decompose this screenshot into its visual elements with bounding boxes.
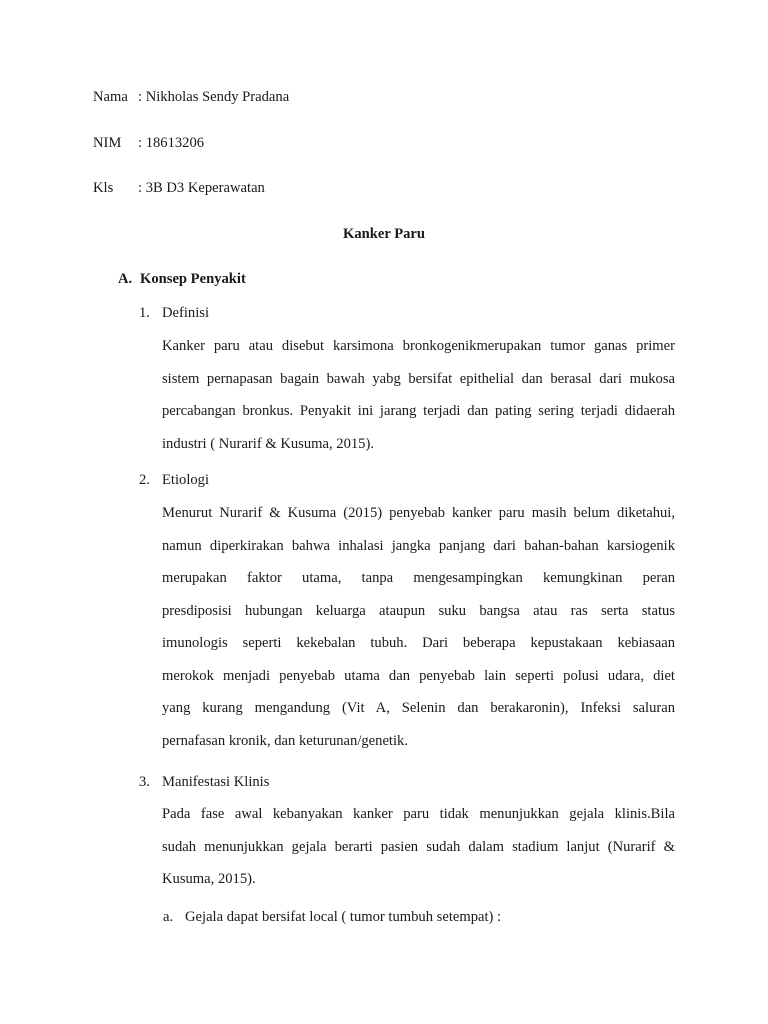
name-row bbox=[93, 87, 289, 107]
paragraph-line: Menurut Nurarif & Kusuma (2015) penyebab kanker paru masih belum diketahui, bbox=[162, 505, 675, 521]
paragraph-line: sistem pernapasan bagain bawah yabg bersifat epithelial dan berasal dari mukosa bbox=[162, 370, 675, 387]
nim-row bbox=[93, 133, 204, 153]
document-title-text: Kanker Paru bbox=[342, 226, 426, 242]
item-heading-manifestasi bbox=[139, 772, 269, 792]
subitem-heading bbox=[163, 907, 501, 927]
name-label: Nama bbox=[93, 89, 128, 105]
item-heading-definisi bbox=[139, 303, 209, 323]
item-title: Etiologi bbox=[162, 472, 210, 488]
item-number: 1. bbox=[139, 305, 150, 321]
paragraph-line: percabangan bronkus. Penyakit ini jarang terjadi dan pating sering terjadi didaerah bbox=[162, 403, 675, 419]
paragraph-line: Kanker paru atau disebut karsimona bronkogenikmerupakan tumor ganas primer bbox=[162, 338, 675, 354]
paragraph-line: sudah menunjukkan gejala berarti pasien sudah dalam stadium lanjut (Nurarif & bbox=[162, 838, 675, 855]
kls-label: Kls bbox=[93, 180, 114, 196]
section-letter: A. bbox=[118, 271, 133, 287]
nim-value: : 18613206 bbox=[138, 135, 205, 151]
paragraph-line: Kusuma, 2015). bbox=[162, 871, 256, 887]
subitem-letter: a. bbox=[163, 909, 174, 925]
paragraph-line: namun diperkirakan bahwa inhalasi jangka panjang dari bahan-bahan karsiogenik bbox=[162, 537, 675, 554]
document-title bbox=[0, 224, 768, 244]
item-number: 2. bbox=[139, 472, 150, 488]
item-number: 3. bbox=[139, 774, 150, 790]
name-value: : Nikholas Sendy Pradana bbox=[138, 89, 290, 105]
paragraph-line: Pada fase awal kebanyakan kanker paru tidak menunjukkan gejala klinis.Bila bbox=[162, 806, 675, 822]
paragraph-manifestasi bbox=[162, 798, 675, 896]
subitem-text: Gejala dapat bersifat local ( tumor tumbuh setempat) : bbox=[185, 909, 502, 925]
item-title: Definisi bbox=[162, 305, 210, 321]
paragraph-line: merokok menjadi penyebab utama dan penyebab lain seperti polusi udara, diet bbox=[162, 667, 675, 684]
section-title: Konsep Penyakit bbox=[140, 271, 246, 287]
paragraph-etiologi bbox=[162, 497, 675, 757]
paragraph-line: yang kurang mengandung (Vit A, Selenin dan berakaronin), Infeksi saluran bbox=[162, 700, 675, 716]
nim-label: NIM bbox=[93, 135, 122, 151]
paragraph-line: merupakan faktor utama, tanpa mengesampingkan kemungkinan peran bbox=[162, 570, 675, 586]
paragraph-line: pernafasan kronik, dan keturunan/genetik. bbox=[162, 732, 408, 749]
paragraph-line: imunologis seperti kekebalan tubuh. Dari beberapa kepustakaan kebiasaan bbox=[162, 635, 675, 651]
kls-value: : 3B D3 Keperawatan bbox=[138, 180, 265, 196]
paragraph-definisi bbox=[162, 330, 675, 460]
paragraph-line: industri ( Nurarif & Kusuma, 2015). bbox=[162, 435, 374, 452]
paragraph-line: presdiposisi hubungan keluarga ataupun suku bangsa atau ras serta status bbox=[162, 602, 675, 619]
section-heading bbox=[118, 269, 246, 289]
kls-row bbox=[93, 178, 265, 198]
item-title: Manifestasi Klinis bbox=[162, 774, 270, 790]
item-heading-etiologi bbox=[139, 470, 209, 490]
